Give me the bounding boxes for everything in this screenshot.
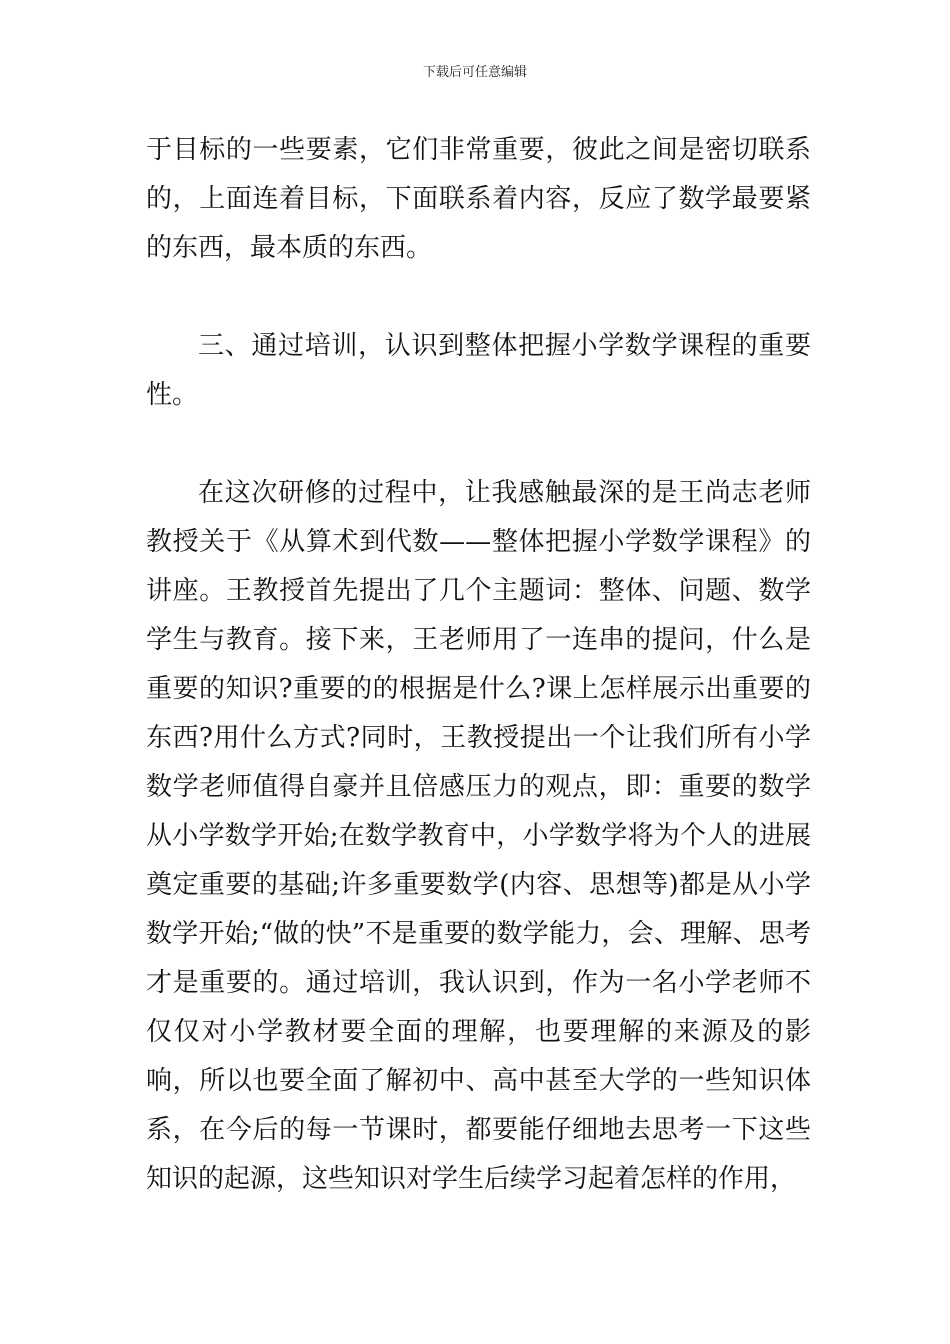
paragraph-continuation: 于目标的一些要素，它们非常重要，彼此之间是密切联系的，上面连着目标，下面联系着内容，反应了数学最要紧的东西，最本质的东西。 bbox=[146, 135, 811, 263]
paragraph-main: 在这次研修的过程中，让我感触最深的是王尚志老师教授关于《从算术到代数——整体把握小学数学课程》的讲座。王教授首先提出了几个主题词：整体、问题、数学学生与教育。接下来，王老师用了一连串的提问，什么是重要的知识?重要的的根据是什么?课上怎样展示出重要的东西?用什么方式?同时，王教授提出一个让我们所有小学数学老师值得自豪并且倍感压力的观点，即：重要的数学从小学数学开始;在数学教育中，小学数学将为个人的进展奠定重要的基础;许多重要数学(内容、思想等)都是从小学数学开始;“做的快”不是重要的数学能力，会、理解、思考才是重要的。通过培训，我认识到，作为一名小学老师不仅仅对小学教材要全面的理解，也要理解的来源及的影响，所以也要全面了解初中、高中甚至大学的一些知识体系，在今后的每一节课时，都要能仔细地去思考一下这些知识的起源，这些知识对学生后续学习起着怎样的作用， bbox=[146, 478, 811, 1194]
section-heading-three: 三、通过培训，认识到整体把握小学数学课程的重要性。 bbox=[146, 331, 811, 410]
page-header-note: 下载后可任意编辑 bbox=[422, 65, 527, 80]
document-body bbox=[146, 126, 811, 1204]
paragraph-gap bbox=[146, 273, 811, 322]
paragraph-gap bbox=[146, 420, 811, 469]
